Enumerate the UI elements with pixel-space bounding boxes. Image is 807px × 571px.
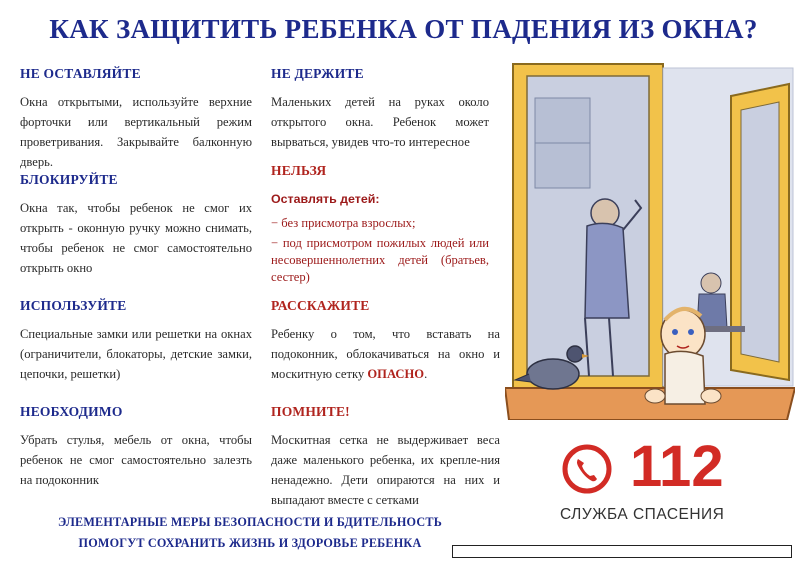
dont-hold-section [271, 66, 489, 152]
remember-section [271, 404, 500, 510]
poster-title: КАК ЗАЩИТИТЬ РЕБЕНКА ОТ ПАДЕНИЯ ИЗ ОКНА? [49, 14, 758, 44]
forbidden-lead: Оставлять детей: [271, 192, 380, 206]
emergency-number: 112 [630, 434, 724, 499]
use-section [20, 298, 252, 384]
danger-word: ОПАСНО [367, 367, 425, 381]
emergency-service-label: СЛУЖБА СПАСЕНИЯ [560, 506, 725, 523]
forbidden-section [271, 163, 489, 286]
footer-line-2: ПОМОГУТ СОХРАНИТЬ ЖИЗНЬ И ЗДОРОВЬЕ РЕБЕНКА [78, 536, 422, 550]
tell-text-main: Ребенку о том, что вставать на подоконник, облокачиваться на окно и москитную сетку [271, 327, 500, 381]
block-heading: БЛОКИРУЙТЕ [20, 172, 118, 187]
window-illustration [505, 58, 795, 420]
remember-text: Москитная сетка не выдерживает веса даже маленького ребенка, их крепле-ния ненадежно. Дети опираются на них и выпадают вместе с сетками [271, 433, 500, 507]
use-heading: ИСПОЛЬЗУЙТЕ [20, 298, 127, 313]
dont-leave-section [20, 66, 252, 172]
tell-section [271, 298, 500, 384]
dont-hold-heading: НЕ ДЕРЖИТЕ [271, 66, 364, 81]
dont-leave-heading: НЕ ОСТАВЛЯЙТЕ [20, 66, 141, 81]
dont-hold-text: Маленьких детей на руках около открытого окна. Ребенок может вырваться, увидев что-то интересное [271, 95, 489, 149]
forbidden-item-1: − без присмотра взрослых; [271, 216, 416, 230]
dont-leave-text: Окна открытыми, используйте верхние форточки или вертикальный режим проветривания. Закрывайте балконную дверь. [20, 95, 252, 169]
remember-heading: ПОМНИТЕ! [271, 404, 350, 419]
forbidden-item-2: − под присмотром пожилых людей или несовершеннолетних детей (братьев, сестер) [271, 236, 489, 284]
tell-heading: РАССКАЖИТЕ [271, 298, 370, 313]
forbidden-heading: НЕЛЬЗЯ [271, 163, 327, 178]
empty-field-box [452, 545, 792, 558]
necessary-text: Убрать стулья, мебель от окна, чтобы ребенок не смог самостоятельно залезть на подоконник [20, 433, 252, 487]
necessary-section [20, 404, 252, 490]
tell-text [271, 324, 500, 384]
phone-icon [562, 444, 612, 494]
use-text: Специальные замки или решетки на окнах (ограничители, блокаторы, детские замки, цепочки, решетки) [20, 327, 252, 381]
block-text: Окна так, чтобы ребенок не смог их открыть - оконную ручку можно снимать, чтобы ребенок не смог самостоятельно открыть окно [20, 201, 252, 275]
necessary-heading: НЕОБХОДИМО [20, 404, 123, 419]
block-section [20, 172, 252, 278]
tell-text-end: . [424, 367, 428, 381]
footer-line-1: ЭЛЕМЕНТАРНЫЕ МЕРЫ БЕЗОПАСНОСТИ И БДИТЕЛЬНОСТЬ [58, 515, 442, 529]
